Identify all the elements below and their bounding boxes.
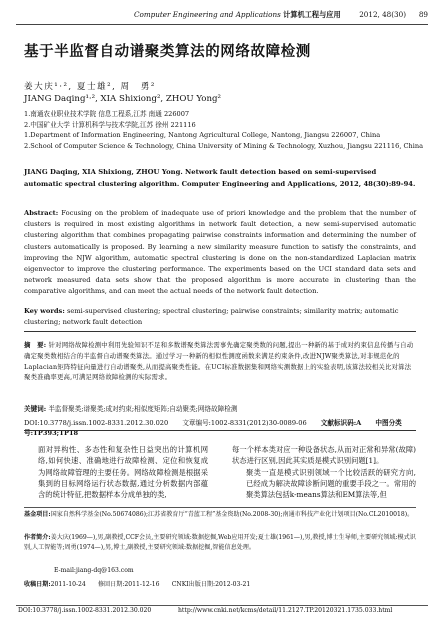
journal-name-cn: 计算机工程与应用 xyxy=(283,10,341,19)
paper-title: 基于半监督自动谱聚类算法的网络故障检测 xyxy=(24,44,311,60)
keywords-en xyxy=(24,306,416,328)
footnote-label: 收稿日期: xyxy=(24,581,51,588)
journal-name xyxy=(134,10,341,20)
footnote-text: E-mail:jiang-dq@163.com xyxy=(54,567,134,574)
authors-cn: 姜大庆¹·², 夏士雄², 周 勇² xyxy=(24,82,156,92)
body-paragraph: 每一个样本类对应一种设备状态,从而对正常和异常(故障)状态进行区别,因此其实质是模式识别问题[1]。 xyxy=(232,445,416,466)
footnote-rule xyxy=(24,507,416,508)
footnote-funding xyxy=(24,510,416,520)
footnote-label: 基金项目: xyxy=(24,511,51,518)
abstract-cn xyxy=(24,340,416,383)
abstract-cn-label: 摘 要: xyxy=(24,341,47,349)
affiliation-en-2: 2.School of Computer Science & Technology, China University of Mining & Technology, Xuzhou, Jiangsu 221116, China xyxy=(24,142,424,150)
citation: JIANG Daqing, XIA Shixiong, ZHOU Yong. Network fault detection based on semi-supervised automatic spectral clustering algorithm. Computer Engineering and Applications, 2012, 48(30):89-94. xyxy=(24,168,416,188)
footnote-text: 国家自然科学基金(No.50674086);江苏省教育厅“青蓝工程”基金资助(No.2008-30);南通市科技产业化计划项目(No.CL2010018)。 xyxy=(50,511,414,518)
abstract-label: Abstract: xyxy=(24,209,59,217)
keywords-cn-text: 半监督聚类;谱聚类;成对约束;相似度矩阵;自动聚类;网络故障检测 xyxy=(48,405,238,413)
affiliation-en-1: 1.Department of Information Engineering, Nantong Agricultural College, Nantong, Jiangsu 226007, China xyxy=(24,131,381,139)
footnote-text: 姜大庆(1969—),男,副教授,CCF会员,主要研究领域:数据挖掘,Web应用开发;夏士雄(1961—),男,教授,博士生导师,主要研究领域:模式识别,人工智能等;周勇(1974—),男,博士,副教授,主要研究领域:数据挖掘,智能信息处理。 xyxy=(24,534,416,551)
footer-rule xyxy=(16,605,428,606)
abstract-en xyxy=(24,208,416,298)
affiliation-cn-1: 1.南通农业职业技术学院 信息工程系,江苏 南通 226007 xyxy=(24,110,190,118)
body-paragraph: 面对异构性、多态性和复杂性日益突出的计算机网络,如何快速、准确地进行故障检测、定位和恢复成为网络故障管理的主要任务。网络故障检测是根据采集到的目标网络运行状态数据,通过分析数据内部蕴含的统计特征,把数据样本分成单独的类, xyxy=(38,445,208,500)
body-column-right xyxy=(232,444,416,500)
section-rule xyxy=(24,331,416,332)
body-column-left xyxy=(24,444,208,500)
keywords-cn xyxy=(24,403,416,413)
authors-en: JIANG Daqing¹·², XIA Shixiong², ZHOU Yong² xyxy=(24,94,221,104)
meta-clc: 中图分类号:TP393;TP18 xyxy=(24,419,402,437)
issue-info: 2012, 48(30) xyxy=(359,10,406,19)
footer-doi: DOI:10.3778/j.issn.1002-8331.2012.30.020 xyxy=(18,607,152,614)
article-meta xyxy=(24,417,416,437)
keywords-label: Key words: xyxy=(24,307,65,315)
running-header xyxy=(16,8,428,20)
affiliation-cn-2: 2.中国矿业大学 计算机科学与技术学院,江苏 徐州 221116 xyxy=(24,121,196,129)
footnote-label: 作者简介: xyxy=(24,534,51,541)
page-number: 89 xyxy=(418,10,428,19)
meta-doi: DOI:10.3778/j.issn.1002-8331.2012.30.020 xyxy=(24,419,169,427)
footnote-dates xyxy=(24,580,416,590)
header-rule xyxy=(16,24,428,25)
abstract-text: Focusing on the problem of inadequate use of priori knowledge and the problem that the number of clusters is required in most existing algorithms in network fault detection, a new semi-supervised automatic clustering algorithm that combines propagating pairwise constraints information and determining the number of clusters automatically is proposed. By learning a new similarity measure function to satisfy the constraints, and improving the NJW algorithm, automatic spectral clustering is done on the non-standardized Laplacian matrix eigenvector to improve the clustering performance. The experiments based on the UCI standard data sets and network measured data sets show that the proposed algorithm is more accurate in clustering than the comparative algorithms, and can meet the actual needs of the network fault detection. xyxy=(24,209,416,296)
footnote-email xyxy=(24,566,416,576)
abstract-cn-text: 针对网络故障检测中利用先验知识不足和多数谱聚类算法需事先确定聚类数的问题,提出一种新的基于成对约束信息传播与自动确定聚类数相结合的半监督自动谱聚类算法。通过学习一种新的相似性测度函数来满足约束条件,改进NJW聚类算法,对非规范化的Laplacian矩阵特征向量进行自动谱聚类,从而提高聚类性能。在UCI标准数据集和网络实测数据上的实验表明,该算法较相关比对算法聚类准确率更高,可满足网络故障检测的实际需求。 xyxy=(24,341,414,382)
meta-article-no: 文章编号:1002-8331(2012)30-0089-06 xyxy=(182,419,307,427)
keywords-cn-label: 关键词: xyxy=(24,405,47,413)
meta-doc-code: 文献标识码:A xyxy=(320,419,362,427)
body-paragraph: 聚类一直是模式识别领域一个比较活跃的研究方向,已经成为解决故障诊断问题的重要手段之一。常用的聚类算法包括k-means算法和EM算法等,但 xyxy=(246,467,416,500)
journal-name-en: Computer Engineering and Applications xyxy=(134,10,281,19)
footer-url: http://www.cnki.net/kcms/detail/11.2127.TP.20120321.1735.033.html xyxy=(178,607,393,614)
section-rule-2 xyxy=(24,430,416,431)
footnote-text: 2011-10-24 修回日期:2011-12-16 CNKI出版日期:2012-03-21 xyxy=(50,581,251,588)
footnote-authors xyxy=(24,533,416,552)
keywords-text: semi-supervised clustering; spectral clustering; pairwise constraints; similarity matrix; automatic clustering; network fault detection xyxy=(24,307,399,327)
